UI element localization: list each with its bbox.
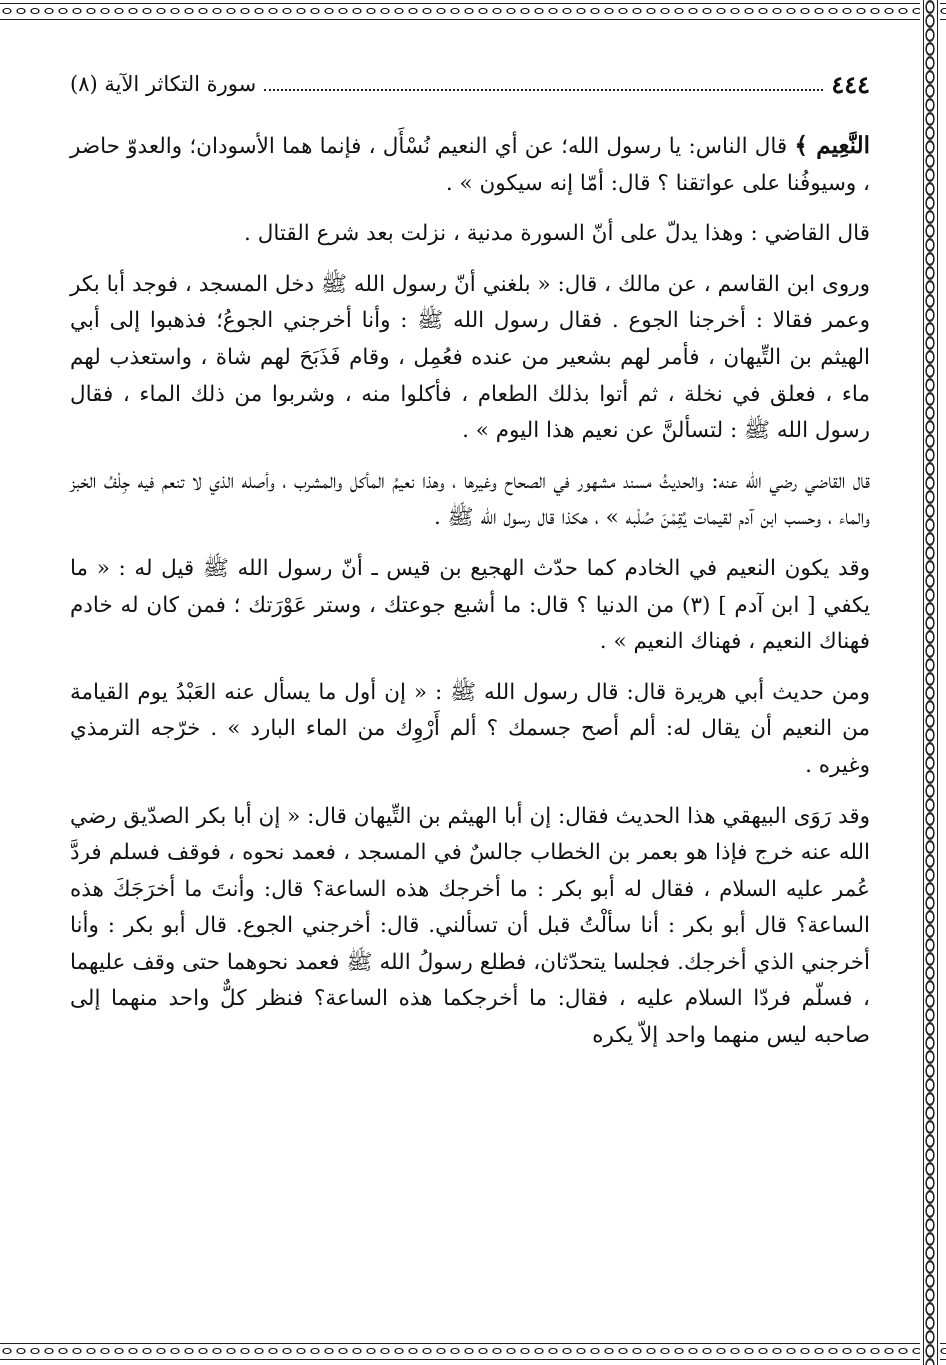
running-head — [70, 60, 870, 108]
paragraph — [70, 799, 870, 1055]
page-border-top — [0, 0, 946, 22]
paragraph — [70, 267, 870, 450]
paragraph-text: وقد يكون النعيم في الخادم كما حدّث الهجيع بن قيس ـ أنّ رسول الله ﷺ قيل له : « ما يكفي [ ابن آدم ] (٣) من الدنيا ؟ قال: ما أشبع جوعتك ، وستر عَوْرَتك ؛ فمن كان له خادم فهناك النعيم ، فهناك النعيم » . — [70, 555, 871, 655]
dotted-leader — [264, 77, 823, 91]
page-border-bottom — [0, 1340, 946, 1362]
paragraph-text: وروى ابن القاسم ، عن مالك ، قال: « بلغني أنّ رسول الله ﷺ دخل المسجد ، فوجد أبا بكر وعمر فقالا : أخرجنا الجوع . فقال رسول الله ﷺ : وأنا أخرجني الجوعُ؛ فذهبوا إلى أبي الهيثم بن التِّيهان ، فأمر لهم بشعير من عنده فعُمِل ، وقام فَذَبَحَ لهم شاة ، واستعذب لهم ماء ، فعلق في نخلة ، ثم أتوا بذلك الطعام ، فأكلوا منه ، وشربوا من ذلك الماء ، فقال رسول الله ﷺ : لتسألنَّ عن نعيم هذا اليوم » . — [70, 271, 870, 444]
paragraph-text: ومن حديث أبي هريرة قال: قال رسول الله ﷺ : « إن أول ما يسأل عنه العَبْدُ يوم القيامة من النعيم أن يقال له: ألم أصح جسمك ؟ ألم أَرْوِك من الماء البارد » . خرّجه الترمذي وغيره . — [70, 679, 870, 778]
paragraph — [70, 216, 870, 253]
paragraph-text: قال القاضي : وهذا يدلّ على أنّ السورة مدنية ، نزلت بعد شرع القتال . — [244, 221, 870, 247]
paragraph — [70, 551, 870, 661]
section-title: سورة التكاثر الآية (٨) — [70, 72, 257, 96]
page-border-right — [920, 0, 940, 1365]
paragraph-text: قال القاضي رضي الله عنه: والحديثُ مسند مشهور في الصحاح وغيرها ، وهذا نعيمُ المأكل والمشرب ، وأصله الذي لا تنعم فيه جِلْفُ الخبز والماء ، وحسب ابن آدم لقيمات يُقِمْنَ صُلْبه » ، هكذا قال رسول الله ﷺ . — [70, 468, 870, 531]
paragraph — [70, 675, 870, 785]
page-number: ٤٤٤ — [831, 69, 870, 99]
paragraph-text: قال الناس: يا رسول الله؛ عن أي النعيم نُسْأَل ، فإنما هما الأسودان؛ والعدوّ حاضر ، وسيوفُنا على عواتقنا ؟ قال: أمّا إنه سيكون » . — [70, 134, 870, 196]
body-text — [70, 128, 870, 1055]
paragraph-lead: النَّعِيم ﴾ — [794, 132, 870, 159]
paragraph — [70, 464, 870, 537]
book-page — [70, 60, 870, 1330]
paragraph-text: وقد رَوَى البيهقي هذا الحديث فقال: إن أبا الهيثم بن التِّيهان قال: « إن أبا بكر الصدّيق رضي الله عنه خرج فإذا هو بعمر بن الخطاب جالسٌ في المسجد ، فعمد نحوه ، فوقف فسلم فردَّ عُمر عليه السلام ، فقال له أبو بكر : ما أخرجك هذه الساعة؟ قال: وأنتَ ما أخرَجَكَ هذه الساعة؟ قال أبو بكر : أنا سألْتُ قبل أن تسألني. قال: أخرجني الجوع. قال أبو بكر : وأنا أخرجني الذي أخرجك. فجلسا يتحدّثان، فطلع رسولُ الله ﷺ فعمد نحوهما حتى وقف عليهما ، فسلّم فردّا السلام عليه ، فقال: ما أخرجكما هذه الساعة؟ فنظر كلٌّ واحد منهما إلى صاحبه ليس منهما واحد إلاّ يكره — [70, 803, 870, 1049]
paragraph — [70, 128, 870, 202]
